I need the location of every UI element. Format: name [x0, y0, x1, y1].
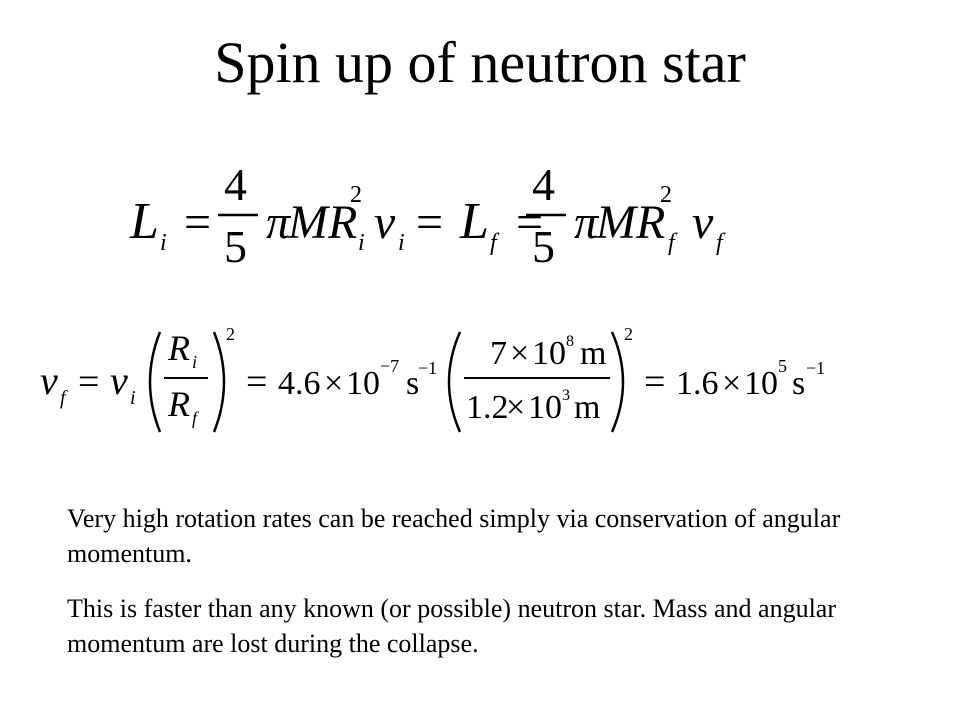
eq2-R-num: R	[168, 328, 190, 368]
eq1-exp-2: 2	[660, 182, 672, 208]
eq1-R-1: R	[328, 196, 358, 249]
paragraph-conservation: Very high rotation rates can be reached simply via conservation of angular momentum.	[67, 504, 841, 568]
eq2-coef-2: 1.6	[676, 365, 719, 402]
eq2-coef-1: 4.6	[278, 365, 321, 402]
eq2-ten-2: 10	[744, 365, 778, 402]
eq1-num-1: 4	[224, 159, 247, 210]
eq1-equals-3: =	[516, 196, 544, 249]
eq2-nu-f: ν	[40, 358, 58, 403]
eq2-exp-2: 2	[624, 324, 633, 344]
eq1-equals-2: =	[416, 196, 444, 249]
eq1-R-sub-f: f	[668, 230, 675, 256]
eq2-left-paren-1	[150, 332, 160, 432]
eq1-nu-1: ν	[374, 196, 396, 249]
final-frequency-equation	[40, 310, 840, 440]
eq1-R-sub-i: i	[358, 230, 365, 256]
eq1-nu-sub-f: f	[716, 230, 723, 256]
eq2-ten-1: 10	[346, 365, 380, 402]
eq2-right-paren-1	[214, 332, 224, 432]
eq1-L-f: L	[460, 193, 489, 250]
eq1-pi-1: π	[266, 196, 291, 249]
eq2-times-1: ×	[324, 365, 344, 402]
eq1-L-i: L	[130, 193, 159, 250]
eq2-exp-s-2: −1	[806, 358, 826, 378]
eq2-R-den-sub: f	[192, 408, 198, 428]
eq2-num-ten: 10	[532, 335, 566, 372]
eq1-M-1: M	[288, 196, 328, 249]
slide-title: Spin up of neutron star	[214, 30, 746, 95]
eq1-sub-i: i	[160, 230, 167, 256]
eq2-equals-2: =	[246, 361, 268, 403]
eq1-den-2: 5	[532, 221, 555, 272]
eq1-num-2: 4	[532, 159, 555, 210]
eq2-unit-s-2: s	[792, 365, 806, 402]
eq2-R-num-sub: i	[192, 352, 198, 372]
eq2-den-unit: m	[574, 389, 601, 426]
eq2-num-times: ×	[510, 335, 530, 372]
eq2-equals-1: =	[78, 361, 100, 403]
eq1-den-1: 5	[224, 221, 247, 272]
eq1-M-2: M	[596, 196, 636, 249]
eq1-pi-2: π	[574, 196, 599, 249]
eq2-num-unit: m	[580, 335, 607, 372]
eq2-equals-3: =	[644, 361, 666, 403]
eq1-sub-f: f	[490, 230, 497, 256]
eq2-num-exp: 8	[566, 333, 574, 350]
eq2-left-paren-2	[449, 332, 460, 432]
eq2-num-val: 7	[490, 335, 507, 372]
eq2-nu-sub-i: i	[130, 387, 136, 409]
eq1-exp-1: 2	[350, 182, 362, 208]
eq2-nu-sub-f: f	[60, 387, 66, 409]
paragraph-faster: This is faster than any known (or possible) neutron star. Mass and angular momentum are lost during the collapse.	[67, 594, 837, 658]
eq2-exp-ten-2: 5	[778, 356, 787, 376]
eq2-times-2: ×	[722, 365, 742, 402]
angular-momentum-equation	[120, 150, 740, 280]
eq2-den-ten: 10	[528, 389, 562, 426]
eq2-den-val: 1.2	[466, 389, 509, 426]
eq1-nu-2: ν	[692, 196, 714, 249]
eq2-unit-s-1: s	[406, 365, 420, 402]
eq2-right-paren-2	[612, 332, 623, 432]
eq2-den-exp: 3	[562, 387, 570, 404]
eq1-R-2: R	[636, 196, 666, 249]
eq2-nu-i: ν	[110, 358, 128, 403]
eq2-R-den: R	[168, 384, 190, 424]
eq2-den-times: ×	[506, 389, 526, 426]
eq2-exp-s-1: −1	[418, 358, 438, 378]
eq2-exp-ten-1: −7	[380, 356, 400, 376]
eq1-equals-1: =	[184, 196, 212, 249]
eq2-exp-1: 2	[226, 324, 235, 344]
eq1-nu-sub-i: i	[398, 230, 405, 256]
